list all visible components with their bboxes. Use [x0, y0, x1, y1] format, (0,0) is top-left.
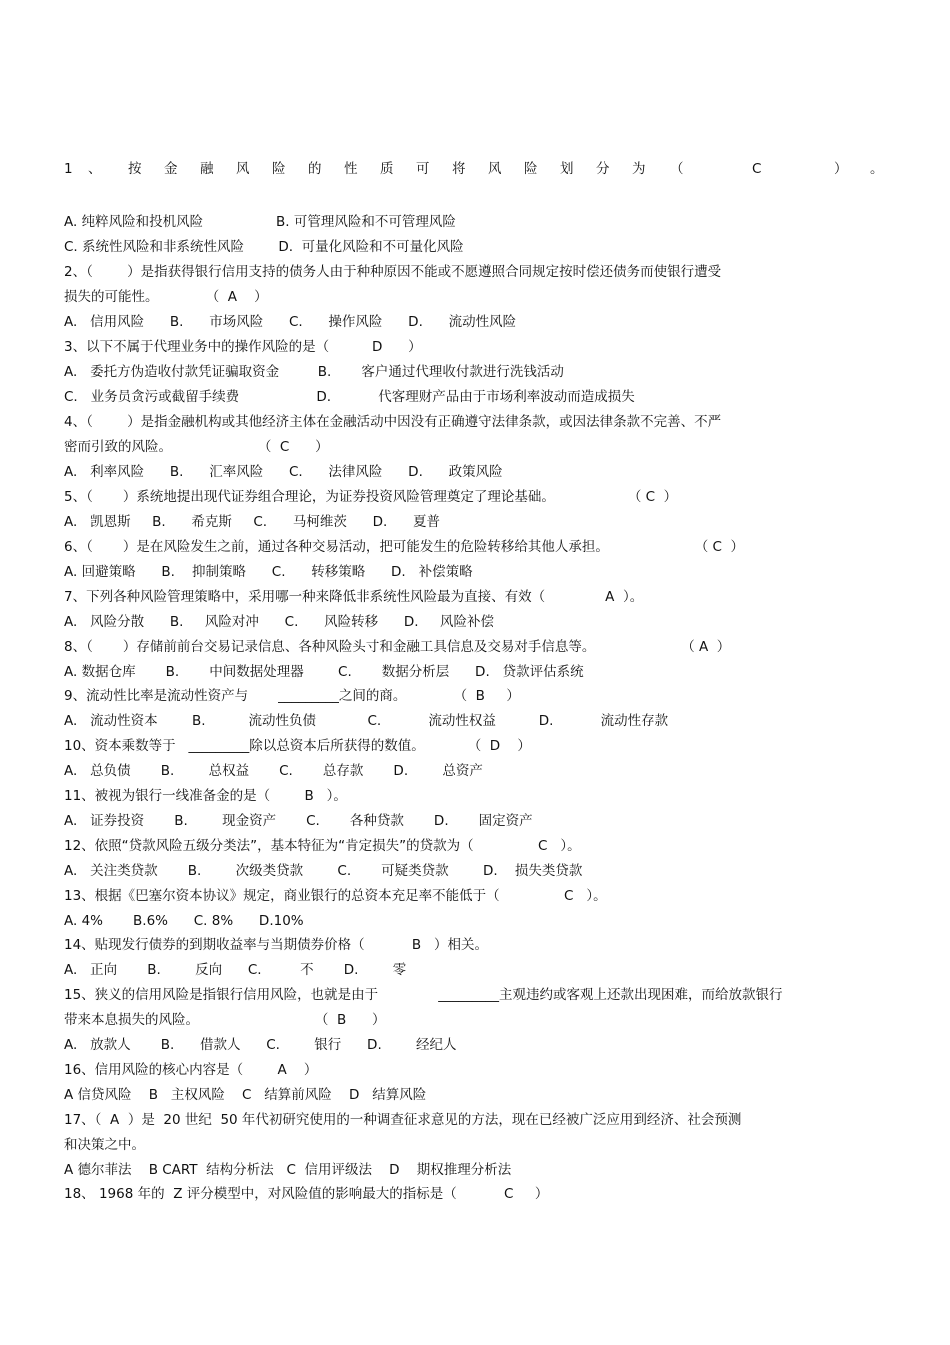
text-line: A. 凯恩斯 B. 希克斯 C. 马柯维茨 D. 夏普: [64, 514, 441, 530]
question-1-char: 可: [416, 161, 430, 177]
text-line: 3、以下不属于代理业务中的操作风险的是（ D ）: [64, 339, 422, 355]
text-line: A. 委托方伪造收付款凭证骗取资金 B. 客户通过代理收付款进行洗钱活动: [64, 364, 564, 380]
question-1-char: 的: [308, 161, 322, 177]
text-line: 16、信用风险的核心内容是（ A ）: [64, 1062, 318, 1078]
question-1-char: 。: [870, 161, 884, 177]
question-1-char: 融: [200, 161, 214, 177]
text-line: 5、（ ）系统地提出现代证券组合理论，为证券投资风险管理奠定了理论基础。 （ C ）: [64, 489, 678, 505]
question-1-char: 金: [164, 161, 178, 177]
text-line: A. 纯粹风险和投机风险 B. 可管理风险和不可管理风险: [64, 214, 456, 230]
text-line: C. 业务员贪污或截留手续费 D. 代客理财产品由于市场利率波动而造成损失: [64, 389, 635, 405]
question-1-char: 为: [632, 161, 646, 177]
text-line: A. 正向 B. 反向 C. 不 D. 零: [64, 962, 407, 978]
text-line: 8、（ ）存储前前台交易记录信息、各种风险头寸和金融工具信息及交易对手信息等。 （ A ）: [64, 639, 731, 655]
question-1-char: ）: [834, 161, 848, 177]
question-1-char: 按: [128, 161, 142, 177]
question-1-char: 性: [344, 161, 358, 177]
question-1-char: 划: [560, 161, 574, 177]
text-line: 2、（ ）是指获得银行信用支持的债务人由于种种原因不能或不愿遵照合同规定按时偿还债务而使银行遭受: [64, 264, 722, 280]
text-line: A. 4% B.6% C. 8% D.10%: [64, 913, 304, 929]
text-line: A. 证券投资 B. 现金资产 C. 各种贷款 D. 固定资产: [64, 813, 533, 829]
text-line: 11、被视为银行一线准备金的是（ B ）。: [64, 788, 347, 804]
text-line: 6、（ ）是在风险发生之前，通过各种交易活动，把可能发生的危险转移给其他人承担。 （ C ）: [64, 539, 745, 555]
text-line: 17、（ A ）是 20 世纪 50 年代初研究使用的一种调查征求意见的方法，现在已经被广泛应用到经济、社会预测: [64, 1112, 742, 1128]
text-line: A. 回避策略 B. 抑制策略 C. 转移策略 D. 补偿策略: [64, 564, 473, 580]
question-1-char: 险: [524, 161, 538, 177]
text-line: A. 数据仓库 B. 中间数据处理器 C. 数据分析层 D. 贷款评估系统: [64, 664, 584, 680]
question-1-char: 风: [236, 161, 250, 177]
text-line: A. 风险分散 B. 风险对冲 C. 风险转移 D. 风险补偿: [64, 614, 495, 630]
question-1-char: 险: [272, 161, 286, 177]
text-line: A. 信用风险 B. 市场风险 C. 操作风险 D. 流动性风险: [64, 314, 517, 330]
question-1-char: C: [752, 161, 762, 177]
text-line: A. 总负债 B. 总权益 C. 总存款 D. 总资产: [64, 763, 483, 779]
text-line: 损失的可能性。 （ A ）: [64, 289, 268, 305]
text-line: A 德尔菲法 B CART 结构分析法 C 信用评级法 D 期权推理分析法: [64, 1162, 512, 1178]
text-line: A. 关注类贷款 B. 次级类贷款 C. 可疑类贷款 D. 损失类贷款: [64, 863, 583, 879]
text-line: 和决策之中。: [64, 1137, 145, 1153]
text-line: 7、下列各种风险管理策略中，采用哪一种来降低非系统性风险最为直接、有效（ A ）。: [64, 589, 644, 605]
question-1-char: 风: [488, 161, 502, 177]
text-line: A. 利率风险 B. 汇率风险 C. 法律风险 D. 政策风险: [64, 464, 503, 480]
text-line: 18、 1968 年的 Z 评分模型中，对风险值的影响最大的指标是（ C ）: [64, 1186, 549, 1202]
text-line: 9、流动性比率是流动性资产与 _________之间的商。 （ B ）: [64, 688, 520, 704]
text-line: 14、贴现发行债券的到期收益率与当期债券价格（ B ）相关。: [64, 937, 489, 953]
text-line: 13、根据《巴塞尔资本协议》规定，商业银行的总资本充足率不能低于（ C ）。: [64, 888, 607, 904]
question-1-char: （: [670, 161, 684, 177]
text-line: 12、依照“贷款风险五级分类法”，基本特征为“肯定损失”的贷款为（ C ）。: [64, 838, 581, 854]
text-line: C. 系统性风险和非系统性风险 D. 可量化风险和不可量化风险: [64, 239, 464, 255]
text-line: 带来本息损失的风险。 （ B ）: [64, 1012, 386, 1028]
question-1-char: 1: [64, 161, 73, 177]
text-line: 15、狭义的信用风险是指银行信用风险，也就是由于 _________主观违约或客观上还款出现困难，而给放款银行: [64, 987, 783, 1003]
question-1-char: 质: [380, 161, 394, 177]
question-1-char: 将: [452, 161, 466, 177]
question-1-char: 、: [88, 161, 102, 177]
question-1-char: 分: [596, 161, 610, 177]
text-line: A. 放款人 B. 借款人 C. 银行 D. 经纪人: [64, 1037, 457, 1053]
text-line: A. 流动性资本 B. 流动性负债 C. 流动性权益 D. 流动性存款: [64, 713, 669, 729]
text-line: A 信贷风险 B 主权风险 C 结算前风险 D 结算风险: [64, 1087, 427, 1103]
question-1-spaced-title: [64, 158, 884, 180]
text-line: 10、资本乘数等于 _________除以总资本后所获得的数值。 （ D ）: [64, 738, 531, 754]
text-line: 密而引致的风险。 （ C ）: [64, 439, 329, 455]
text-line: 4、（ ）是指金融机构或其他经济主体在金融活动中因没有正确遵守法律条款，或因法律条款不完善、不严: [64, 414, 722, 430]
